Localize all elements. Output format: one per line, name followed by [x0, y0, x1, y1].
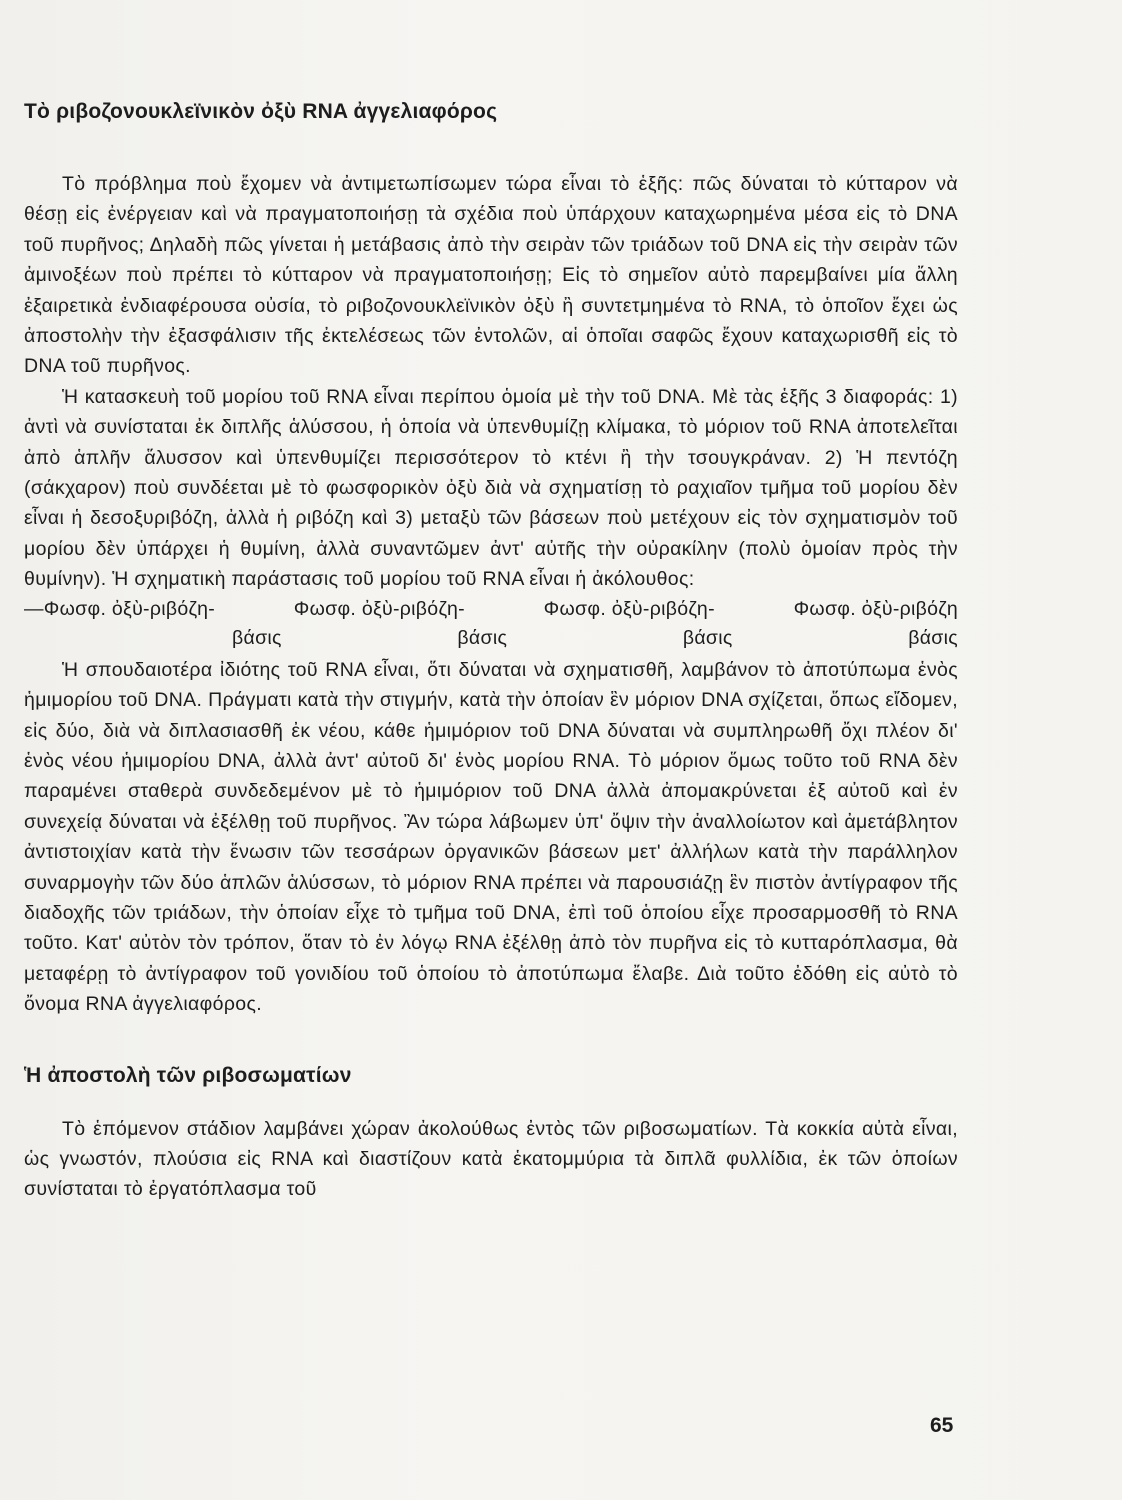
- formula-bases-row: [24, 624, 958, 653]
- formula-chain-row: [24, 595, 958, 624]
- formula-chain-segment: Φωσφ. ὀξὺ-ριβόζη: [793, 597, 958, 620]
- paragraph-rna-structure: Ἡ κατασκευὴ τοῦ μορίου τοῦ RNA εἶναι περίπου ὁμοία μὲ τὴν τοῦ DNA. Μὲ τὰς ἑξῆς 3 διαφοράς: 1) ἀντὶ νὰ συνίσταται ἐκ διπλῆς ἁλύσσου, ἡ ὁποία νὰ ὑπενθυμίζῃ κλίμακα, τὸ μόριον τοῦ RNA ἀποτελεῖται ἀπὸ ἁπλῆν ἅλυσσον καὶ ὑπενθυμίζει περισσότερον τὸ κτένι ἢ τὴν τσουγκράναν. 2) Ἡ πεντόζη (σάκχαρον) ποὺ συνδέεται μὲ τὸ φωσφορικὸν ὀξὺ διὰ νὰ σχηματίσῃ τὸ ραχιαῖον τμῆμα τοῦ μορίου δὲν εἶναι ἡ δεσοξυριβόζη, ἀλλὰ ἡ ριβόζη καὶ 3) μεταξὺ τῶν βάσεων ποὺ μετέχουν εἰς τὸν σχηματισμὸν τοῦ μορίου δὲν ὑπάρχει ἡ θυμίνη, ἀλλὰ συναντῶμεν ἀντ' αὐτῆς τὴν οὐρακίλην (πολὺ ὁμοίαν πρὸς τὴν θυμίνην). Ἡ σχηματικὴ παράστασις τοῦ μορίου τοῦ RNA εἶναι ἡ ἀκόλουθος:: [24, 385, 958, 591]
- formula-base-label: βάσις: [682, 626, 733, 649]
- formula-base-label: βάσις: [908, 626, 958, 649]
- formula-base-label: βάσις: [457, 626, 508, 649]
- rna-schematic-formula: [24, 595, 958, 653]
- paragraph-ribosomes: Τὸ ἑπόμενον στάδιον λαμβάνει χώραν ἀκολούθως ἐντὸς τῶν ριβοσωματίων. Τὰ κοκκία αὐτὰ εἶναι, ὡς γνωστόν, πλούσια εἰς RNA καὶ διαστίζουν κατὰ ἑκατομμύρια τὰ διπλᾶ φυλλίδια, ἐκ τῶν ὁποίων συνίσταται τὸ ἐργατόπλασμα τοῦ: [24, 1117, 958, 1201]
- section-title-rna-messenger: Τὸ ριβοζονουκλεϊνικὸν ὀξὺ RNA ἀγγελιαφόρος: [24, 100, 498, 123]
- section-title-ribosomes: Ἡ ἀποστολὴ τῶν ριβοσωματίων: [24, 1063, 352, 1087]
- formula-chain-segment: —Φωσφ. ὀξὺ-ριβόζη-: [24, 597, 216, 620]
- formula-chain-segment: Φωσφ. ὀξὺ-ριβόζη-: [543, 597, 715, 620]
- paragraph-problem: Τὸ πρόβλημα ποὺ ἔχομεν νὰ ἀντιμετωπίσωμεν τώρα εἶναι τὸ ἑξῆς: πῶς δύναται τὸ κύτταρον νὰ θέσῃ εἰς ἐνέργειαν καὶ νὰ πραγματοποιήσῃ τὰ σχέδια ποὺ ὑπάρχουν καταχωρημένα μέσα εἰς τὸ DNA τοῦ πυρῆνος; Δηλαδὴ πῶς γίνεται ἡ μετάβασις ἀπὸ τὴν σειρὰν τῶν τριάδων τοῦ DNA εἰς τὴν σειρὰν τῶν ἀμινοξέων ποὺ πρέπει τὸ κύτταρον νὰ πραγματοποιήσῃ; Εἰς τὸ σημεῖον αὐτὸ παρεμβαίνει μία ἄλλη ἐξαιρετικὰ ἐνδιαφέρουσα οὐσία, τὸ ριβοζονουκλεϊνικὸν ὀξὺ ἢ συντετμημένα τὸ RNA, τὸ ὁποῖον ἔχει ὡς ἀποστολὴν τὴν ἐξασφάλισιν τῆς ἐκτελέσεως τῶν ἐντολῶν, αἱ ὁποῖαι σαφῶς ἔχουν καταχωρισθῆ εἰς τὸ DNA τοῦ πυρῆνος.: [24, 173, 958, 378]
- formula-chain-segment: Φωσφ. ὀξὺ-ριβόζη-: [293, 597, 465, 620]
- paragraph-rna-property: Ἡ σπουδαιοτέρα ἰδιότης τοῦ RNA εἶναι, ὅτι δύναται νὰ σχηματισθῆ, λαμβάνον τὸ ἀποτύπωμα ἑνὸς ἡμιμορίου τοῦ DNA. Πράγματι κατὰ τὴν στιγμήν, κατὰ τὴν ὁποίαν ἓν μόριον DNA σχίζεται, ὅπως εἴδομεν, εἰς δύο, διὰ νὰ διπλασιασθῆ ἐκ νέου, κάθε ἡμιμόριον τοῦ DNA δύναται νὰ συμπληρωθῆ ὄχι πλέον δι' ἑνὸς νέου ἡμιμορίου DNA, ἀλλὰ ἀντ' αὐτοῦ δι' ἑνὸς μορίου RNA. Τὸ μόριον ὅμως τοῦτο τοῦ RNA δὲν παραμένει σταθερὰ συνδεδεμένον μὲ τὸ ἡμιμόριον τοῦ DNA ἀλλὰ ἀπομακρύνεται ἐξ αὐτοῦ καὶ ἐν συνεχείᾳ δύναται νὰ ἐξέλθῃ τοῦ πυρῆνος. Ἂν τώρα λάβωμεν ὑπ' ὄψιν τὴν ἀναλλοίωτον καὶ ἀμετάβλητον ἀντιστοιχίαν κατὰ τὴν ἕνωσιν τῶν τεσσάρων ὀργανικῶν βάσεων μετ' ἀλλήλων κατὰ τὴν παράλληλον συναρμογὴν τῶν δύο ἁπλῶν ἁλύσσων, τὸ μόριον RNA πρέπει νὰ παρουσιάζῃ ἓν πιστὸν ἀντίγραφον τῆς διαδοχῆς τῶν τριάδων, τὴν ὁποίαν εἶχε τὸ τμῆμα τοῦ DNA, ἐπὶ τοῦ ὁποίου εἶχε προσαρμοσθῆ τὸ RNA τοῦτο. Κατ' αὐτὸν τὸν τρόπον, ὅταν τὸ ἐν λόγῳ RNA ἐξέλθῃ ἀπὸ τὸν πυρῆνα εἰς τὸ κυτταρόπλασμα, θὰ μεταφέρῃ τὸ ἀντίγραφον τοῦ γονιδίου τοῦ ὁποίου τὸ ἀποτύπωμα ἔλαβε. Διὰ τοῦτο ἐδόθη εἰς αὐτὸ τὸ ὄνομα RNA ἀγγελιαφόρος.: [24, 658, 958, 1016]
- formula-base-label: βάσις: [232, 626, 282, 649]
- page-content: [24, 100, 958, 1205]
- page-number: 65: [930, 1414, 954, 1437]
